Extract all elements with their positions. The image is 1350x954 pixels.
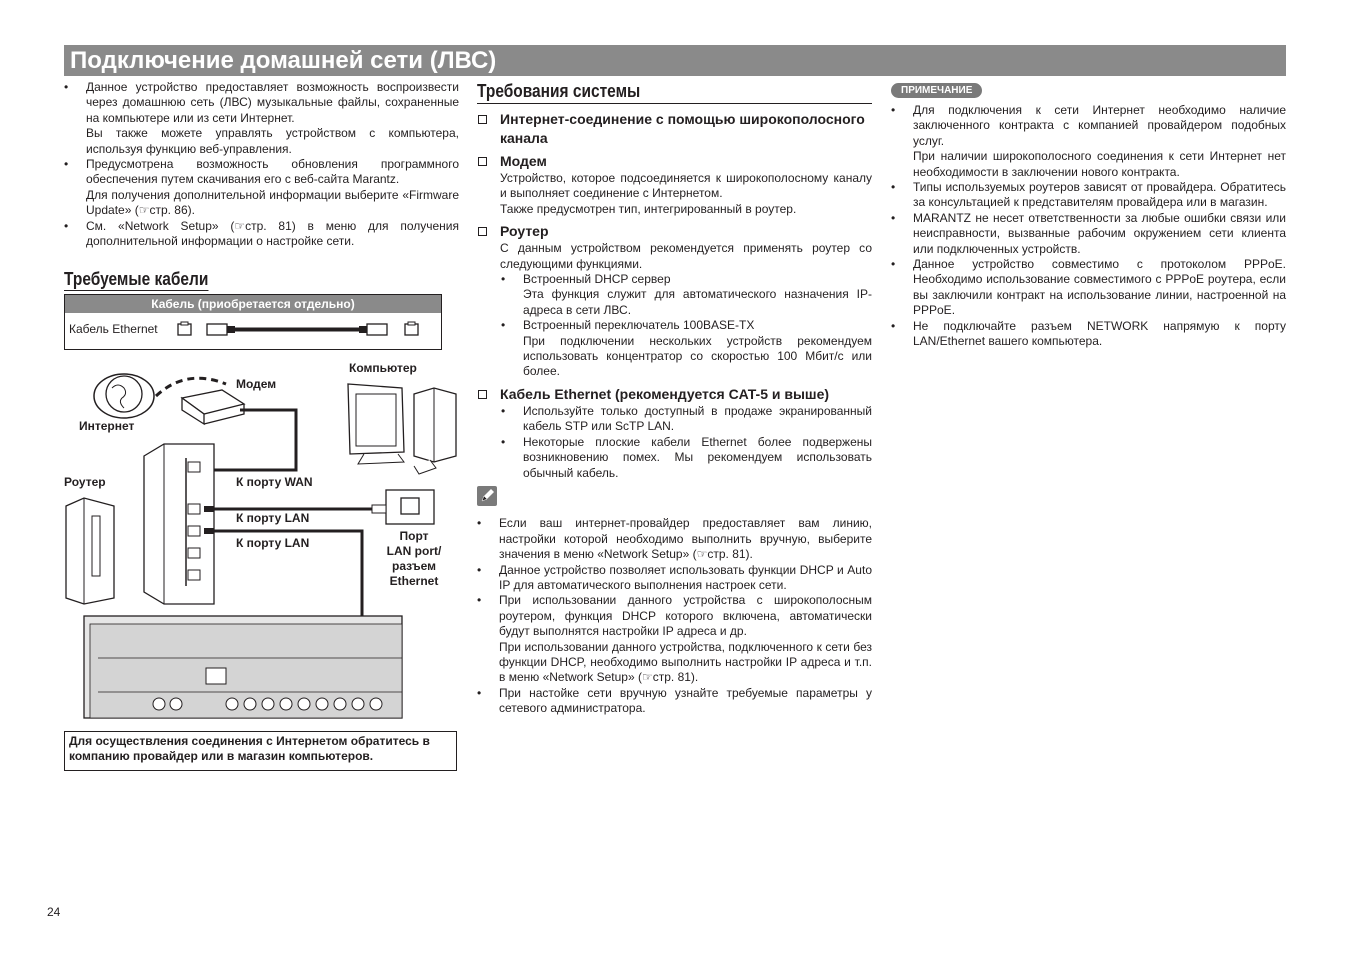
list-item: • Встроенный DHCP сервер Эта функция служит для автоматического назначения IP-адреса в сети ЛВС. — [477, 272, 872, 318]
lan-label-1: К порту LAN — [236, 511, 310, 525]
list-item: • Встроенный переключатель 100BASE-TX При подключении нескольких устройств рекомендуем использовать концентратор со скоростью 100 Мбит/с или более. — [477, 318, 872, 380]
list-item: • Предусмотрена возможность обновления программного обеспечения путем скачивания его с веб-сайта Marantz. Для получения дополнительной информации выберите «Firmware Update» (☞стр. 86). — [64, 157, 459, 219]
wan-label: К порту WAN — [236, 475, 313, 489]
intro-list — [64, 80, 459, 249]
list-item: • Для подключения к сети Интернет необходимо наличие заключенного контракта с компанией провайдером подобных услуг. При наличии широкополосного соединения к сети Интернет нет необходимости в заключении нового контракта. — [891, 103, 1286, 180]
ethernet-cable-icon — [175, 321, 425, 339]
note-list — [891, 103, 1286, 350]
list-item: • См. «Network Setup» (☞стр. 81) в меню для получения дополнительной информации о настройке сети. — [64, 219, 459, 250]
internet-label: Интернет — [79, 419, 135, 433]
page-title: Подключение домашней сети (ЛВС) — [70, 47, 497, 74]
middle-column — [477, 80, 872, 717]
ethernet-list — [477, 404, 872, 481]
list-item: • Используйте только доступный в продаже экранированный кабель STP или ScTP LAN. — [477, 404, 872, 435]
list-item: • При использовании данного устройства с широкополосным роутером, функция DHCP которого включена, автоматически будут выполнятся настройки IP адреса и др. При использовании данного устройства, подключенного к сети без функции DHCP, необходимо выполнить настройки IP адреса и т.п. в меню «Network Setup» (☞стр. 81). — [477, 593, 872, 685]
network-diagram — [64, 358, 459, 720]
list-item: • Данное устройство предоставляет возможность воспроизвести через домашнюю сеть (ЛВС) музыкальные файлы, сохраненные на компьютере или из сети Интернет. Вы также можете управлять устройством с компьютера, используя функцию веб-управления. — [64, 80, 459, 157]
modem-text-2: Также предусмотрен тип, интегрированный в роутер. — [500, 201, 797, 216]
modem-label: Модем — [236, 377, 277, 391]
list-item: • Некоторые плоские кабели Ethernet более подвержены возникновению помех. Мы рекомендуем использовать обычный кабель. — [477, 435, 872, 481]
pencil-icon — [477, 486, 497, 506]
list-item: • Данное устройство совместимо с протоколом PPPoE. Необходимо использование совместимого с PPPoE роутера, если вы заключили контракт на использование линии, настроенной на PPPoE. — [891, 257, 1286, 319]
broadband-heading: Интернет-соединение с помощью широкополосного канала — [477, 110, 872, 148]
list-item: • MARANTZ не несет ответственности за любые ошибки связи или неисправности, вызванные рабочим окружением сети клиента или подключенных устройств. — [891, 211, 1286, 257]
contact-note: Для осуществления соединения с Интернетом обратитесь в компанию провайдер или в магазин компьютеров. — [64, 731, 457, 771]
router-list — [477, 272, 872, 380]
requirements-heading: Требования системы — [477, 80, 872, 104]
ethernet-heading: Кабель Ethernet (рекомендуется CAT-5 и выше) — [477, 385, 830, 404]
modem-heading: Модем — [477, 152, 872, 171]
note-label: ПРИМЕЧАНИЕ — [891, 83, 982, 98]
lan-label-2: К порту LAN — [236, 536, 310, 550]
cable-table-header: Кабель (приобретается отдельно) — [65, 295, 441, 313]
list-item: • Типы используемых роутеров зависят от провайдера. Обратитесь за консультацией к представителям провайдера или в магазин. — [891, 180, 1286, 211]
list-item: • Данное устройство позволяет использовать функции DHCP и Auto IP для автоматического выполнения настроек сети. — [477, 563, 872, 594]
router-text: С данным устройством рекомендуется применять роутер со следующими функциями. — [500, 241, 872, 271]
router-label: Роутер — [64, 475, 106, 489]
list-item: • Не подключайте разъем NETWORK напрямую к порту LAN/Ethernet вашего компьютера. — [891, 319, 1286, 350]
left-column — [64, 80, 459, 291]
modem-text: Устройство, которое подсоединяется к широкополосному каналу и выполняет соединение с Интернетом. — [500, 171, 872, 201]
computer-label: Компьютер — [349, 361, 417, 375]
cables-heading: Требуемые кабели — [64, 269, 209, 290]
page-number: 24 — [47, 905, 61, 919]
port-label: Порт LAN port/ разъем Ethernet — [386, 529, 442, 588]
list-item: • При настойке сети вручную узнайте требуемые параметры у сетевого администратора. — [477, 686, 872, 717]
list-item: • Если ваш интернет-провайдер предоставляет вам линию, настройки которой необходимо выполнить вручную, выберите значения в меню «Network Setup» (☞стр. 81). — [477, 516, 872, 562]
title-banner — [64, 45, 1286, 76]
cable-table — [64, 294, 442, 350]
cable-label: Кабель Ethernet — [69, 322, 158, 336]
router-heading: Роутер — [477, 222, 872, 241]
tips-list — [477, 516, 872, 716]
right-column — [891, 80, 1286, 350]
